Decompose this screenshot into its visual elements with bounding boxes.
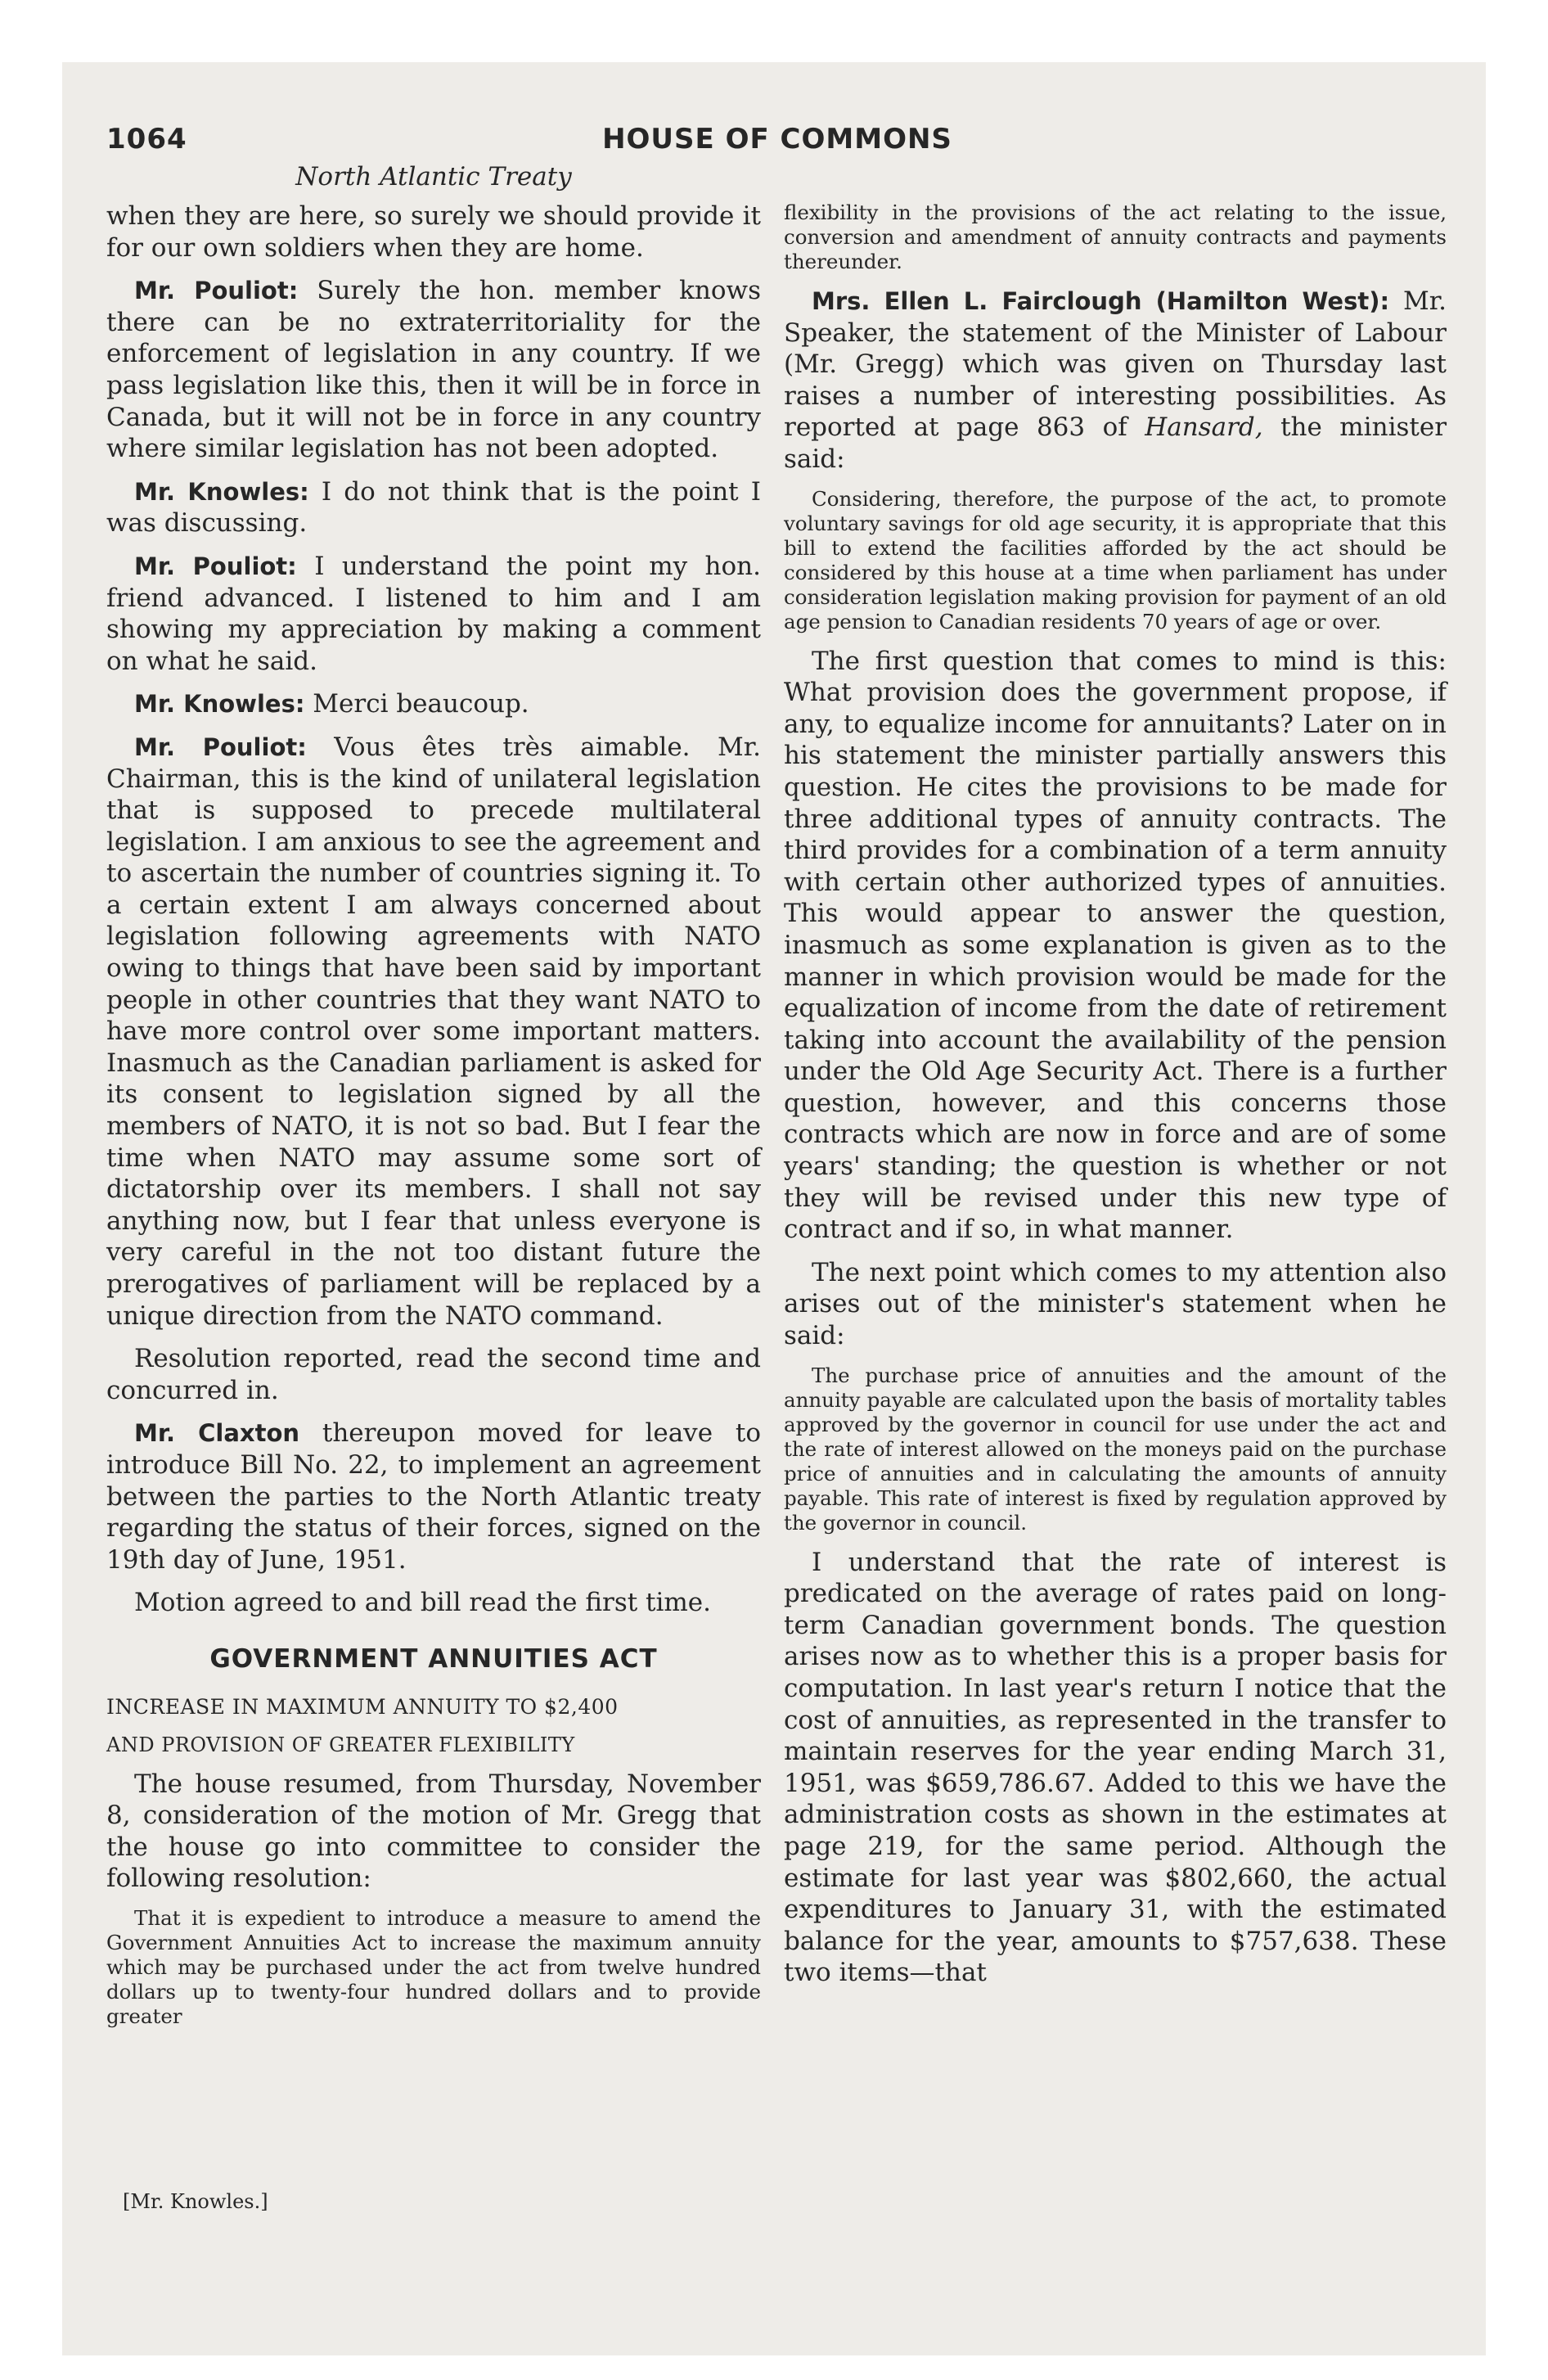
running-head: North Atlantic Treaty xyxy=(295,162,572,192)
quoted-statement: Considering, therefore, the purpose of the act, to promote voluntary savings for old age security, it is appropriate that this bill to extend the facilities afforded by the act should be considered by this house at a time when parliament has under consideration legislation making provision for payment of an old age pension to Canadian residents 70 years of age or over. xyxy=(784,486,1447,633)
speech-text: thereupon moved for leave to introduce Bill No. 22, to implement an agreement between the parties to the North Atlantic treaty regarding the status of their forces, signed on the 19th day of June, 1951. xyxy=(106,1418,761,1575)
hansard-reference: Hansard, xyxy=(1145,412,1263,443)
paragraph xyxy=(106,275,761,465)
section-subheading: AND PROVISION OF GREATER FLEXIBILITY xyxy=(106,1733,575,1756)
paragraph xyxy=(106,476,761,539)
left-column xyxy=(106,201,761,2040)
speaker-name: Mr. Claxton xyxy=(134,1419,300,1448)
paragraph: Resolution reported, read the second time and concurred in. xyxy=(106,1344,761,1405)
speech-text: Vous êtes très aimable. Mr. Chairman, this is the kind of unilateral legislation that is supposed to precede multilateral legislation. I am anxious to see the agreement and to ascertain the number of countries signing it. To a certain extent I am always concerned about legislation following agreements with NATO owing to things that have been said by important people in other countries that they want NATO to have more control over some important matters. Inasmuch as the Canadian parliament is asked for its consent to legislation signed by all the members of NATO, it is not so bad. But I fear the time when NATO may assume some sort of dictatorship over its members. I shall not say anything now, but I fear that unless everyone is very careful in the not too distant future the prerogatives of parliament will be replaced by a unique direction from the NATO command. xyxy=(106,732,761,1331)
right-column xyxy=(784,201,1447,2000)
page-number: 1064 xyxy=(106,123,187,156)
paragraph xyxy=(106,688,761,720)
speech-text: Surely the hon. member knows there can be no extraterritoriality for the enforcement of legislation in any country. If we pass legislation like this, then it will be in force in Canada, but it will not be in force in any country where similar legislation has not been adopted. xyxy=(106,276,761,464)
speech-text: Merci beaucoup. xyxy=(313,689,529,719)
speaker-name: Mr. Knowles: xyxy=(134,477,309,506)
paragraph xyxy=(106,1418,761,1575)
paragraph: when they are here, so surely we should provide it for our own soldiers when they are home. xyxy=(106,201,761,263)
paragraph: Motion agreed to and bill read the first time. xyxy=(134,1588,712,1618)
speaker-name: Mrs. Ellen L. Fairclough (Hamilton West): xyxy=(812,287,1390,315)
paragraph xyxy=(784,286,1447,476)
speaker-name: Mr. Pouliot: xyxy=(134,732,307,761)
paragraph: The next point which comes to my attention also arises out of the minister's statement when he said: xyxy=(784,1257,1447,1351)
page-title: HOUSE OF COMMONS xyxy=(602,123,952,156)
speech-text: Mr. Speaker, the statement of the Minister of Labour (Mr. Gregg) which was given on Thursday last raises a number of interesting possibilities. As reported at page 863 of xyxy=(784,286,1447,443)
section-subheading: INCREASE IN MAXIMUM ANNUITY TO $2,400 xyxy=(106,1694,619,1719)
speech-text: I do not think that is the point I was discussing. xyxy=(106,476,762,539)
paragraph: The house resumed, from Thursday, November 8, consideration of the motion of Mr. Gregg that the house go into committee to consider the following resolution: xyxy=(106,1769,761,1894)
quoted-resolution: That it is expedient to introduce a measure to amend the Government Annuities Act to increase the maximum annuity which may be purchased under the act from twelve hundred dollars up to twenty-four hundred dollars and to provide greater xyxy=(106,1905,761,2028)
paragraph: I understand that the rate of interest is predicated on the average of rates paid on long-term Canadian government bonds. The question arises now as to whether this is a proper basis for computation. In last year's return I notice that the cost of annuities, as represented in the transfer to maintain reserves for the year ending March 31, 1951, was $659,786.67. Added to this we have the administration costs as shown in the estimates at page 219, for the same period. Although the estimate for last year was $802,660, the actual expenditures to January 31, with the estimated balance for the year, amounts to $757,638. These two items—that xyxy=(784,1547,1447,1988)
quoted-resolution-continued: flexibility in the provisions of the act relating to the issue, conversion and amendment of annuity contracts and payments thereunder. xyxy=(784,201,1447,273)
speech-text: I understand the point my hon. friend advanced. I listened to him and I am showing my appreciation by making a comment on what he said. xyxy=(106,551,761,676)
speaker-name: Mr. Pouliot: xyxy=(134,552,297,580)
paragraph xyxy=(106,732,761,1332)
speaker-name: Mr. Pouliot: xyxy=(134,277,299,305)
paragraph: The first question that comes to mind is this: What provision does the government propose, if any, to equalize income for annuitants? Later on in his statement the minister partially answers this question. He cites the provisions to be made for three additional types of annuity contracts. The third provides for a combination of a term annuity with certain other authorized types of annuities. This would appear to answer the question, inasmuch as some explanation is given as to the manner in which provision would be made for the equalization of income from the date of retirement taking into account the availability of the pension under the Old Age Security Act. There is a further question, however, and this concerns those contracts which are now in force and are of some years' standing; the question is whether or not they will be revised under this new type of contract and if so, in what manner. xyxy=(784,646,1447,1245)
paragraph xyxy=(106,551,761,677)
attribution: [Mr. Knowles.] xyxy=(123,2190,268,2213)
speech-text: the minister said: xyxy=(784,412,1447,474)
quoted-statement: The purchase price of annuities and the amount of the annuity payable are calculated upon the basis of mortality tables approved by the governor in council for use under the act and the rate of interest allowed on the moneys paid on the purchase price of annuities and in calculating the amounts of annuity payable. This rate of interest is fixed by regulation approved by the governor in council. xyxy=(784,1363,1447,1535)
speaker-name: Mr. Knowles: xyxy=(134,690,305,719)
section-heading: GOVERNMENT ANNUITIES ACT xyxy=(209,1643,658,1674)
